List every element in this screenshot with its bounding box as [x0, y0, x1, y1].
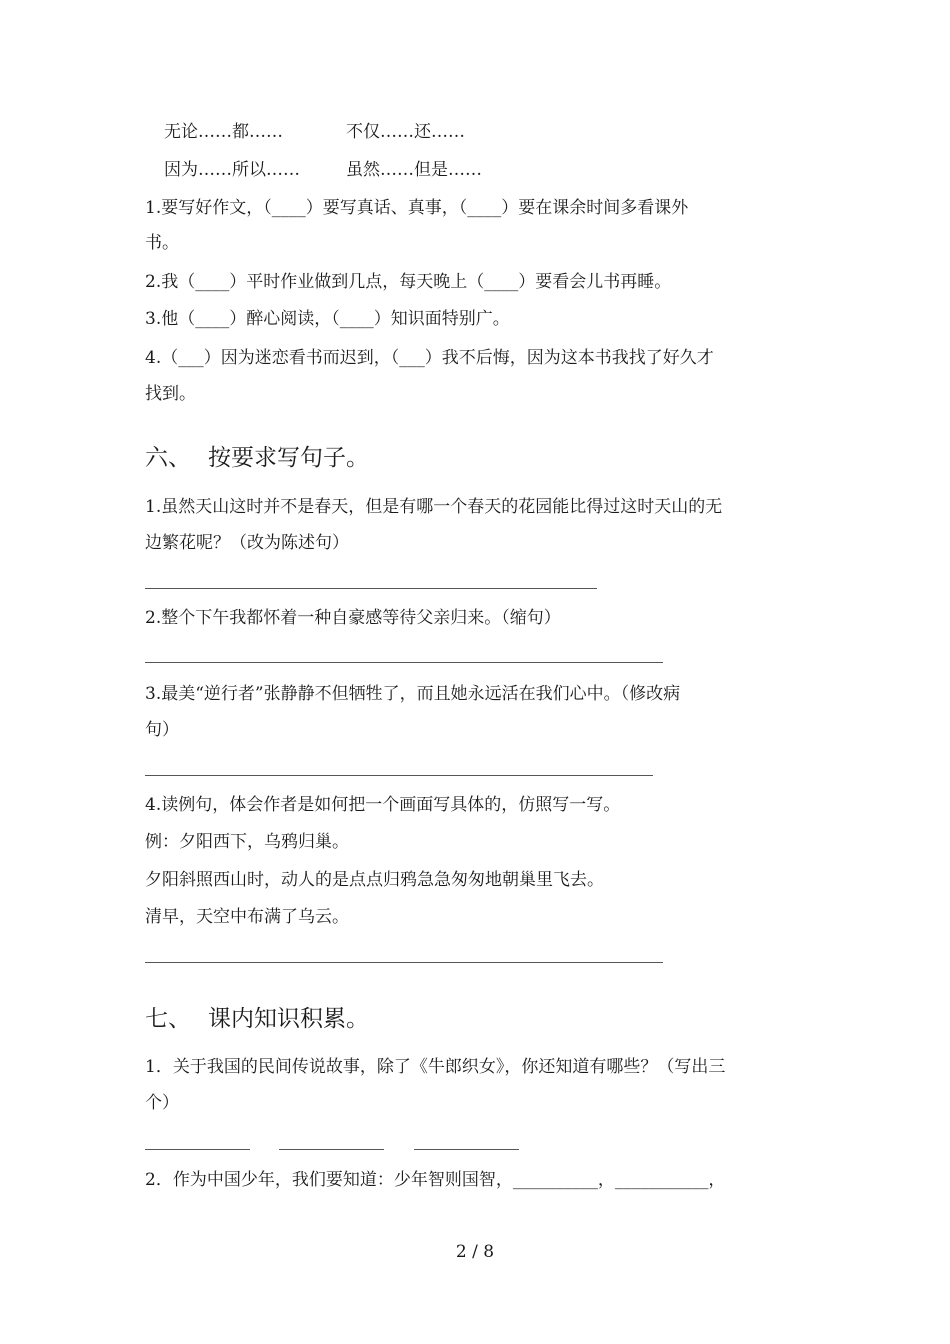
question-line: 找到。: [145, 384, 196, 404]
question-line: 2．作为中国少年，我们要知道：少年智则国智，__________，___________，: [145, 1170, 726, 1190]
question-line: 1．关于我国的民间传说故事，除了《牛郎织女》，你还知道有哪些？（写出三: [145, 1057, 726, 1077]
question-line: 边繁花呢？（改为陈述句）: [145, 533, 349, 553]
answer-blank[interactable]: [279, 1149, 384, 1150]
question-line: 例：夕阳西下，乌鸦归巢。: [145, 832, 349, 852]
section-title: 课内知识积累。: [208, 1006, 369, 1032]
page-number: 2 / 8: [455, 1242, 495, 1262]
question-line: 4.（___）因为迷恋看书而迟到，（___）我不后悔，因为这本书我找了好久才: [145, 348, 714, 368]
word-bank-item: 虽然……但是……: [346, 160, 482, 180]
word-bank-item: 不仅……还……: [346, 122, 465, 142]
answer-blank[interactable]: [145, 1149, 250, 1150]
question-line: 夕阳斜照西山时，动人的是点点归鸦急急匆匆地朝巢里飞去。: [145, 870, 604, 890]
answer-line[interactable]: [145, 775, 653, 776]
section-number: 七、: [145, 1006, 191, 1032]
answer-line[interactable]: [145, 962, 663, 963]
section-title: 按要求写句子。: [208, 445, 369, 471]
question-line: 2.我（____）平时作业做到几点，每天晚上（____）要看会儿书再睡。: [145, 272, 672, 292]
question-line: 句）: [145, 720, 179, 740]
question-line: 3.最美“逆行者”张静静不但牺牲了，而且她永远活在我们心中。（修改病: [145, 684, 681, 704]
question-line: 1.虽然天山这时并不是春天，但是有哪一个春天的花园能比得过这时天山的无: [145, 497, 723, 517]
word-bank-item: 因为……所以……: [164, 160, 300, 180]
word-bank-item: 无论……都……: [164, 122, 283, 142]
answer-line[interactable]: [145, 662, 663, 663]
answer-blank[interactable]: [414, 1149, 519, 1150]
section-number: 六、: [145, 445, 191, 471]
question-line: 2.整个下午我都怀着一种自豪感等待父亲归来。（缩句）: [145, 608, 561, 628]
question-line: 清早，天空中布满了乌云。: [145, 907, 349, 927]
question-line: 4.读例句，体会作者是如何把一个画面写具体的，仿照写一写。: [145, 795, 621, 815]
answer-line[interactable]: [145, 588, 597, 589]
question-line: 3.他（____）醉心阅读，（____）知识面特别广。: [145, 309, 510, 329]
question-line: 书。: [145, 233, 179, 253]
question-line: 个）: [145, 1093, 179, 1113]
question-line: 1.要写好作文，（____）要写真话、真事，（____）要在课余时间多看课外: [145, 198, 689, 218]
